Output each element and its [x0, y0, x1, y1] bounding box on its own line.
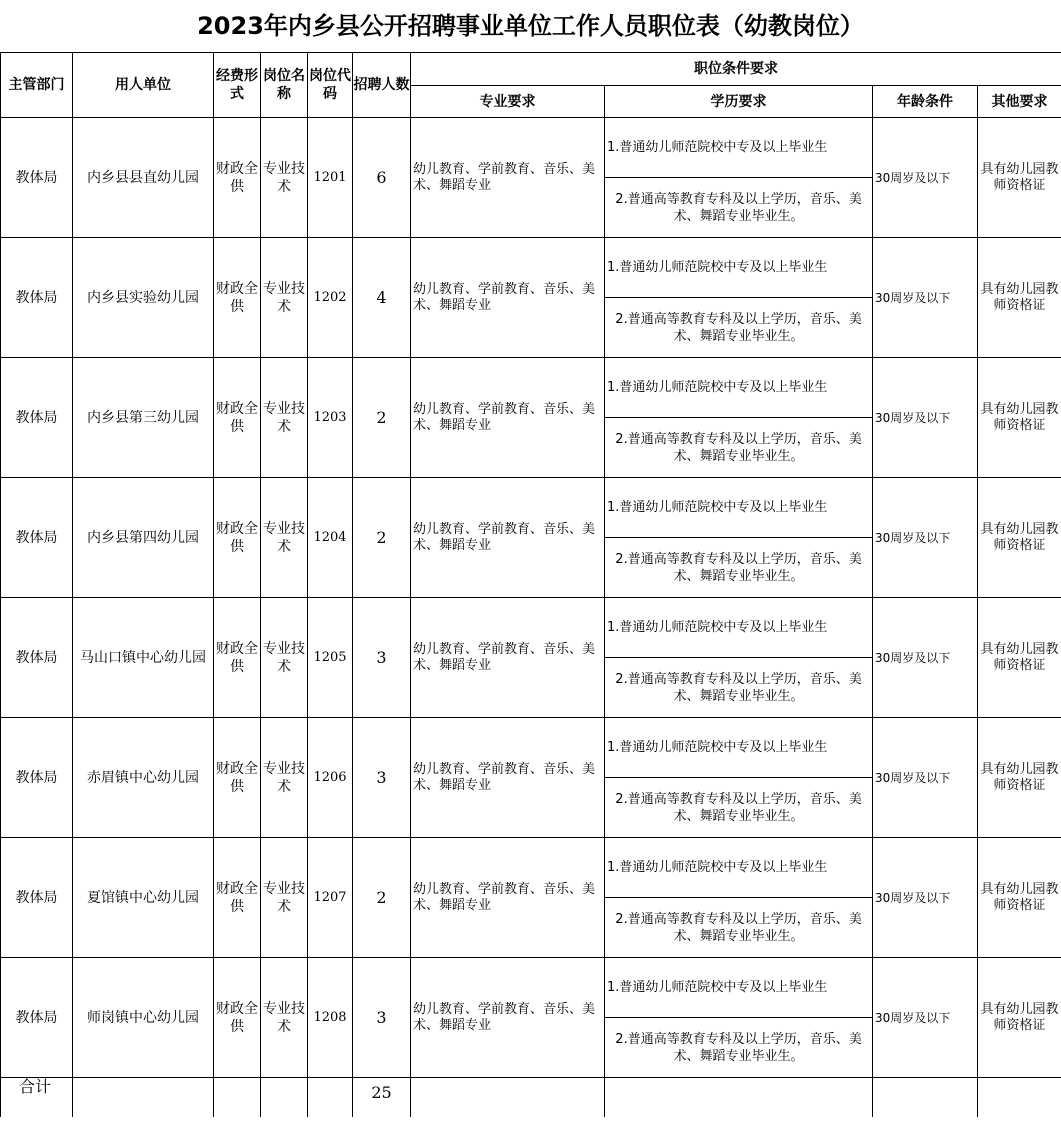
header-conditions: 职位条件要求 [411, 53, 1061, 86]
unit-cell: 赤眉镇中心幼儿园 [73, 718, 214, 838]
funding-cell: 财政全供 [214, 838, 261, 958]
count-cell: 4 [353, 238, 411, 358]
header-education: 学历要求 [605, 86, 873, 118]
table-row [1, 958, 1061, 1018]
post-code-cell: 1206 [308, 718, 353, 838]
total-label: 合计 [1, 1078, 73, 1118]
header-unit: 用人单位 [73, 53, 214, 118]
table-row [1, 838, 1061, 898]
post-name-cell: 专业技术 [261, 718, 308, 838]
other-cell: 具有幼儿园教师资格证 [978, 718, 1061, 838]
other-cell: 具有幼儿园教师资格证 [978, 598, 1061, 718]
total-value: 25 [353, 1078, 411, 1118]
unit-cell: 马山口镇中心幼儿园 [73, 598, 214, 718]
education-cell-2: 2.普通高等教育专科及以上学历，音乐、美术、舞蹈专业毕业生。 [605, 298, 873, 358]
major-cell: 幼儿教育、学前教育、音乐、美术、舞蹈专业 [411, 598, 605, 718]
other-cell: 具有幼儿园教师资格证 [978, 358, 1061, 478]
count-cell: 3 [353, 958, 411, 1078]
education-cell-1: 1.普通幼儿师范院校中专及以上毕业生 [605, 118, 873, 178]
dept-cell: 教体局 [1, 478, 73, 598]
total-empty-cell [308, 1078, 353, 1118]
age-cell: 30周岁及以下 [873, 958, 978, 1078]
age-cell: 30周岁及以下 [873, 118, 978, 238]
funding-cell: 财政全供 [214, 478, 261, 598]
education-cell-2: 2.普通高等教育专科及以上学历，音乐、美术、舞蹈专业毕业生。 [605, 898, 873, 958]
total-empty-cell [261, 1078, 308, 1118]
header-post-name: 岗位名称 [261, 53, 308, 118]
count-cell: 3 [353, 598, 411, 718]
other-cell: 具有幼儿园教师资格证 [978, 838, 1061, 958]
education-cell-2: 2.普通高等教育专科及以上学历，音乐、美术、舞蹈专业毕业生。 [605, 658, 873, 718]
post-code-cell: 1205 [308, 598, 353, 718]
age-cell: 30周岁及以下 [873, 478, 978, 598]
major-cell: 幼儿教育、学前教育、音乐、美术、舞蹈专业 [411, 958, 605, 1078]
post-name-cell: 专业技术 [261, 478, 308, 598]
page-title: 2023年内乡县公开招聘事业单位工作人员职位表（幼教岗位） [197, 12, 864, 40]
count-cell: 2 [353, 478, 411, 598]
table-row [1, 478, 1061, 538]
education-cell-1: 1.普通幼儿师范院校中专及以上毕业生 [605, 478, 873, 538]
total-empty-cell [978, 1078, 1061, 1118]
header-count: 招聘人数 [353, 53, 411, 118]
other-cell: 具有幼儿园教师资格证 [978, 118, 1061, 238]
positions-table [0, 52, 1061, 1117]
major-cell: 幼儿教育、学前教育、音乐、美术、舞蹈专业 [411, 118, 605, 238]
unit-cell: 内乡县第三幼儿园 [73, 358, 214, 478]
post-code-cell: 1201 [308, 118, 353, 238]
total-empty-cell [73, 1078, 214, 1118]
dept-cell: 教体局 [1, 358, 73, 478]
dept-cell: 教体局 [1, 958, 73, 1078]
unit-cell: 内乡县实验幼儿园 [73, 238, 214, 358]
dept-cell: 教体局 [1, 838, 73, 958]
education-cell-1: 1.普通幼儿师范院校中专及以上毕业生 [605, 958, 873, 1018]
age-cell: 30周岁及以下 [873, 838, 978, 958]
education-cell-2: 2.普通高等教育专科及以上学历，音乐、美术、舞蹈专业毕业生。 [605, 1018, 873, 1078]
major-cell: 幼儿教育、学前教育、音乐、美术、舞蹈专业 [411, 718, 605, 838]
funding-cell: 财政全供 [214, 958, 261, 1078]
post-code-cell: 1207 [308, 838, 353, 958]
dept-cell: 教体局 [1, 598, 73, 718]
other-cell: 具有幼儿园教师资格证 [978, 478, 1061, 598]
table-body [1, 118, 1061, 1078]
count-cell: 2 [353, 838, 411, 958]
education-cell-2: 2.普通高等教育专科及以上学历，音乐、美术、舞蹈专业毕业生。 [605, 778, 873, 838]
post-name-cell: 专业技术 [261, 958, 308, 1078]
count-cell: 2 [353, 358, 411, 478]
header-dept: 主管部门 [1, 53, 73, 118]
post-name-cell: 专业技术 [261, 238, 308, 358]
age-cell: 30周岁及以下 [873, 598, 978, 718]
count-cell: 3 [353, 718, 411, 838]
funding-cell: 财政全供 [214, 718, 261, 838]
header-age: 年龄条件 [873, 86, 978, 118]
unit-cell: 内乡县县直幼儿园 [73, 118, 214, 238]
total-empty-cell [873, 1078, 978, 1118]
post-code-cell: 1203 [308, 358, 353, 478]
table-row [1, 358, 1061, 418]
education-cell-1: 1.普通幼儿师范院校中专及以上毕业生 [605, 718, 873, 778]
education-cell-1: 1.普通幼儿师范院校中专及以上毕业生 [605, 358, 873, 418]
total-empty-cell [214, 1078, 261, 1118]
funding-cell: 财政全供 [214, 238, 261, 358]
total-empty-cell [411, 1078, 605, 1118]
header-other: 其他要求 [978, 86, 1061, 118]
age-cell: 30周岁及以下 [873, 718, 978, 838]
unit-cell: 师岗镇中心幼儿园 [73, 958, 214, 1078]
post-code-cell: 1204 [308, 478, 353, 598]
major-cell: 幼儿教育、学前教育、音乐、美术、舞蹈专业 [411, 238, 605, 358]
age-cell: 30周岁及以下 [873, 238, 978, 358]
major-cell: 幼儿教育、学前教育、音乐、美术、舞蹈专业 [411, 358, 605, 478]
header-funding: 经费形式 [214, 53, 261, 118]
table-row [1, 718, 1061, 778]
education-cell-2: 2.普通高等教育专科及以上学历，音乐、美术、舞蹈专业毕业生。 [605, 178, 873, 238]
education-cell-1: 1.普通幼儿师范院校中专及以上毕业生 [605, 838, 873, 898]
unit-cell: 夏馆镇中心幼儿园 [73, 838, 214, 958]
age-cell: 30周岁及以下 [873, 358, 978, 478]
other-cell: 具有幼儿园教师资格证 [978, 958, 1061, 1078]
dept-cell: 教体局 [1, 238, 73, 358]
funding-cell: 财政全供 [214, 118, 261, 238]
table-row [1, 118, 1061, 178]
dept-cell: 教体局 [1, 118, 73, 238]
education-cell-1: 1.普通幼儿师范院校中专及以上毕业生 [605, 238, 873, 298]
post-code-cell: 1202 [308, 238, 353, 358]
post-code-cell: 1208 [308, 958, 353, 1078]
post-name-cell: 专业技术 [261, 358, 308, 478]
dept-cell: 教体局 [1, 718, 73, 838]
funding-cell: 财政全供 [214, 598, 261, 718]
table-row [1, 238, 1061, 298]
total-row [1, 1078, 1061, 1118]
major-cell: 幼儿教育、学前教育、音乐、美术、舞蹈专业 [411, 838, 605, 958]
unit-cell: 内乡县第四幼儿园 [73, 478, 214, 598]
major-cell: 幼儿教育、学前教育、音乐、美术、舞蹈专业 [411, 478, 605, 598]
post-name-cell: 专业技术 [261, 838, 308, 958]
funding-cell: 财政全供 [214, 358, 261, 478]
table-row [1, 598, 1061, 658]
post-name-cell: 专业技术 [261, 118, 308, 238]
education-cell-2: 2.普通高等教育专科及以上学历，音乐、美术、舞蹈专业毕业生。 [605, 418, 873, 478]
post-name-cell: 专业技术 [261, 598, 308, 718]
education-cell-1: 1.普通幼儿师范院校中专及以上毕业生 [605, 598, 873, 658]
other-cell: 具有幼儿园教师资格证 [978, 238, 1061, 358]
total-empty-cell [605, 1078, 873, 1118]
header-post-code: 岗位代码 [308, 53, 353, 118]
count-cell: 6 [353, 118, 411, 238]
education-cell-2: 2.普通高等教育专科及以上学历，音乐、美术、舞蹈专业毕业生。 [605, 538, 873, 598]
header-major: 专业要求 [411, 86, 605, 118]
